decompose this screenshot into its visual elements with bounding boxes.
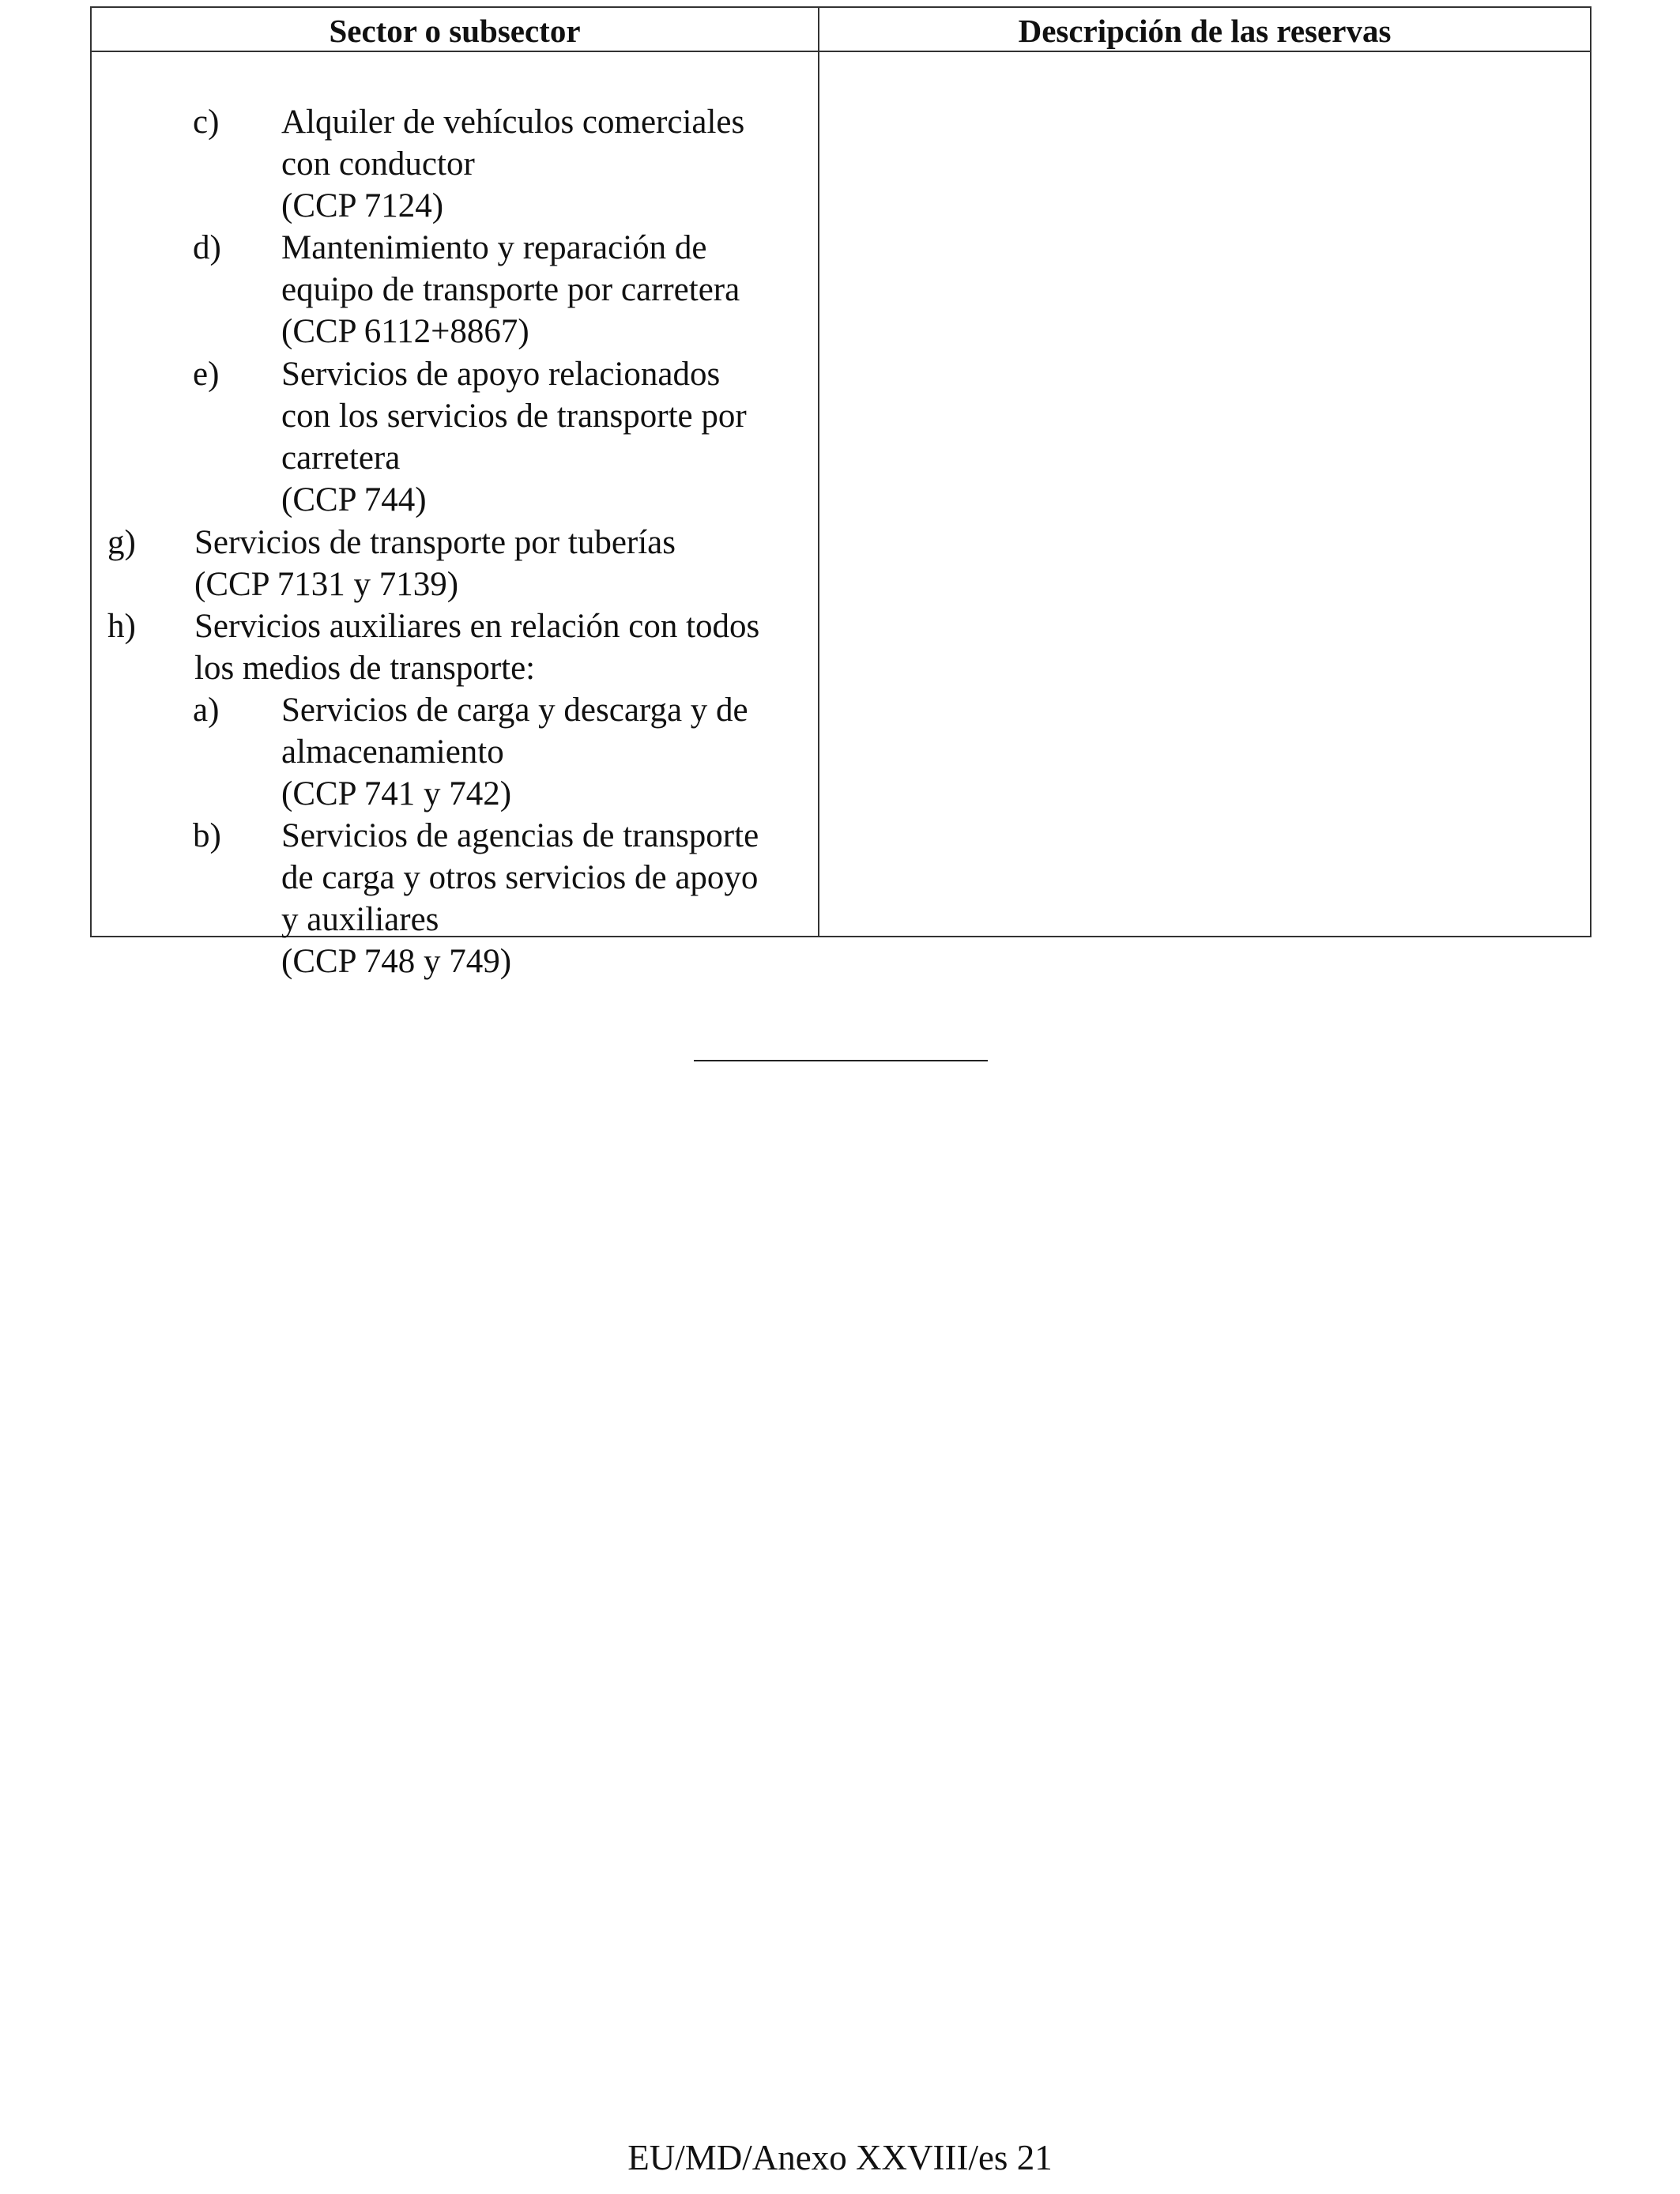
- text-line: los medios de transporte:: [194, 650, 536, 687]
- text-line: Servicios auxiliares en relación con todos: [194, 608, 760, 645]
- list-marker: h): [107, 608, 136, 645]
- text-line: (CCP 7124): [281, 187, 444, 224]
- list-marker: a): [193, 692, 220, 729]
- end-separator-line: [694, 1060, 988, 1061]
- text-line: Servicios de apoyo relacionados: [281, 356, 721, 393]
- list-marker: e): [193, 356, 220, 393]
- text-line: Servicios de agencias de transporte: [281, 817, 759, 854]
- list-marker: c): [193, 104, 220, 141]
- list-marker: b): [193, 817, 221, 854]
- list-item-text: [281, 101, 744, 227]
- text-line: Mantenimiento y reparación de: [281, 229, 707, 266]
- table-header-row: [92, 8, 1590, 52]
- text-line: Servicios de transporte por tuberías: [194, 524, 676, 561]
- header-description: Descripción de las reservas: [1018, 12, 1392, 49]
- list-item-text: [281, 227, 740, 352]
- text-line: Servicios de carga y descarga y de: [281, 692, 748, 729]
- table-body-row: [92, 52, 1590, 980]
- list-item-text: [194, 605, 759, 689]
- text-line: con los servicios de transporte por: [281, 398, 747, 435]
- text-line: de carga y otros servicios de apoyo: [281, 859, 759, 896]
- list-item-text: [281, 353, 747, 521]
- list-item-text: [281, 815, 759, 982]
- reservations-table: [90, 6, 1591, 980]
- list-marker: g): [107, 524, 136, 561]
- text-line: con conductor: [281, 145, 475, 183]
- text-line: y auxiliares: [281, 901, 439, 938]
- text-line: (CCP 6112+8867): [281, 313, 529, 350]
- header-sector: Sector o subsector: [92, 8, 819, 51]
- text-line: (CCP 748 y 749): [281, 943, 512, 980]
- text-line: almacenamiento: [281, 733, 504, 771]
- text-line: carretera: [281, 439, 401, 477]
- text-line: Alquiler de vehículos comerciales: [281, 104, 745, 141]
- text-line: equipo de transporte por carretera: [281, 271, 740, 308]
- description-cell: [819, 52, 1590, 936]
- sector-cell: [92, 52, 819, 980]
- list-item-text: [281, 689, 748, 815]
- text-line: (CCP 744): [281, 481, 427, 518]
- list-marker: d): [193, 229, 221, 266]
- list-item-text: [194, 522, 676, 605]
- page-footer: EU/MD/Anexo XXVIII/es 21: [627, 2138, 1053, 2177]
- text-line: (CCP 741 y 742): [281, 775, 512, 812]
- text-line: (CCP 7131 y 7139): [194, 566, 459, 603]
